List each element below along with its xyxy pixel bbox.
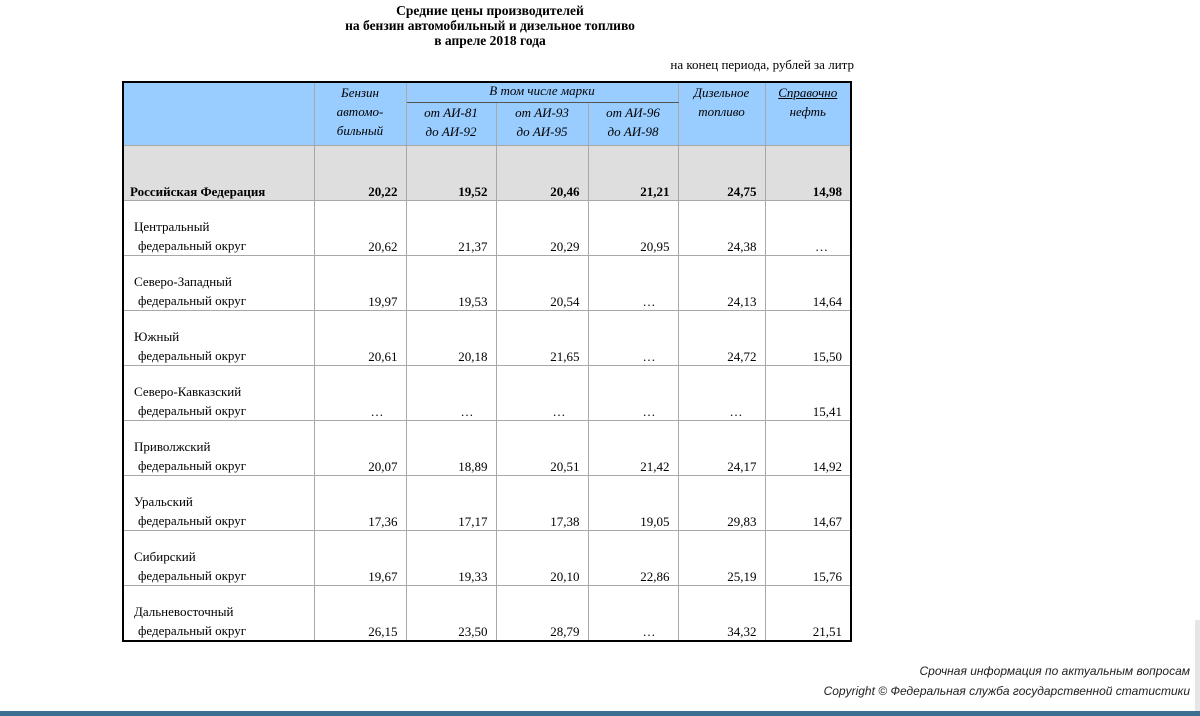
region-name-line-2: федеральный округ [138, 348, 247, 363]
value-ai96-98: 19,05 [588, 476, 678, 531]
value-ai81-92: 18,89 [406, 421, 496, 476]
value-ai96-98: … [588, 586, 678, 642]
value-ai81-92: 20,18 [406, 311, 496, 366]
value-oil: 14,92 [765, 421, 851, 476]
units-note: на конец периода, рублей за литр [670, 57, 854, 72]
value-ai81-92: 17,17 [406, 476, 496, 531]
value-ai93-95: 20,54 [496, 256, 588, 311]
footer-copyright: Copyright © Федеральная служба государственной статистики [823, 684, 1190, 698]
value-ai93-95: 21,65 [496, 311, 588, 366]
value-oil: 21,51 [765, 586, 851, 642]
value-diesel: 29,83 [678, 476, 765, 531]
value-ai93-95: … [496, 366, 588, 421]
value-oil: 15,41 [765, 366, 851, 421]
header-grades-group: В том числе марки [406, 82, 678, 103]
header-diesel-line-1: Дизельное [693, 85, 750, 100]
russia-row [123, 146, 851, 201]
header-grade-ai96-98 [588, 103, 678, 146]
header-row-1 [123, 82, 851, 103]
title-line-3: в апреле 2018 года [434, 33, 546, 48]
value-diesel: … [678, 366, 765, 421]
value-oil: … [765, 201, 851, 256]
value-ai81-92: 21,37 [406, 201, 496, 256]
region-name [123, 421, 314, 476]
header-oil [765, 82, 851, 146]
header-grade-line-2: до АИ-92 [425, 124, 477, 139]
page-title [290, 3, 690, 48]
region-name-line-2: федеральный округ [138, 568, 247, 583]
value-ai81-92: 19,33 [406, 531, 496, 586]
value-ai96-98: … [588, 311, 678, 366]
region-name-line-1: Центральный [134, 219, 210, 234]
region-name-line-2: федеральный округ [138, 623, 247, 638]
value-ai96-98: 20,95 [588, 201, 678, 256]
footer [824, 661, 1190, 701]
value-gasoline: 20,22 [314, 146, 406, 201]
header-diesel-line-2: топливо [698, 104, 745, 119]
region-name-line-1: Дальневосточный [134, 604, 234, 619]
value-ai93-95: 20,29 [496, 201, 588, 256]
value-ai96-98: 21,21 [588, 146, 678, 201]
header-grade-line-1: от АИ-93 [515, 105, 569, 120]
region-name-line-2: федеральный округ [138, 403, 247, 418]
value-gasoline: 20,07 [314, 421, 406, 476]
value-diesel: 34,32 [678, 586, 765, 642]
header-gasoline-line-3: бильный [336, 123, 384, 138]
region-name-line-2: федеральный округ [138, 513, 247, 528]
title-line-2: на бензин автомобильный и дизельное топливо [345, 18, 635, 33]
region-name-line-1: Северо-Кавказский [134, 384, 242, 399]
footer-line-1: Срочная информация по актуальным вопросам [919, 664, 1190, 678]
header-region-cell [123, 82, 314, 146]
header-gasoline [314, 82, 406, 146]
value-ai81-92: 19,52 [406, 146, 496, 201]
region-name-line-1: Сибирский [134, 549, 196, 564]
value-oil: 14,67 [765, 476, 851, 531]
region-name [123, 256, 314, 311]
region-name-line-1: Уральский [134, 494, 193, 509]
header-oil-line-2: нефть [789, 104, 826, 119]
value-oil: 15,76 [765, 531, 851, 586]
value-ai96-98: … [588, 256, 678, 311]
value-diesel: 24,13 [678, 256, 765, 311]
value-diesel: 24,17 [678, 421, 765, 476]
table-row [123, 366, 851, 421]
region-name [123, 586, 314, 642]
region-name [123, 201, 314, 256]
region-name [123, 476, 314, 531]
value-diesel: 25,19 [678, 531, 765, 586]
header-grade-ai93-95 [496, 103, 588, 146]
value-ai96-98: 21,42 [588, 421, 678, 476]
value-oil: 14,98 [765, 146, 851, 201]
value-ai93-95: 20,51 [496, 421, 588, 476]
value-diesel: 24,38 [678, 201, 765, 256]
header-grade-line-1: от АИ-81 [424, 105, 478, 120]
title-line-1: Средние цены производителей [396, 3, 584, 18]
value-ai93-95: 20,10 [496, 531, 588, 586]
window-edge [1195, 620, 1200, 711]
region-name: Российская Федерация [123, 146, 314, 201]
value-oil: 14,64 [765, 256, 851, 311]
region-name-line-2: федеральный округ [138, 293, 247, 308]
value-gasoline: 19,97 [314, 256, 406, 311]
prices-table [122, 81, 852, 642]
value-oil: 15,50 [765, 311, 851, 366]
value-ai81-92: … [406, 366, 496, 421]
table-row [123, 201, 851, 256]
value-ai93-95: 17,38 [496, 476, 588, 531]
value-ai81-92: 23,50 [406, 586, 496, 642]
value-ai81-92: 19,53 [406, 256, 496, 311]
header-gasoline-line-2: автомо- [336, 104, 384, 119]
table-row [123, 531, 851, 586]
value-gasoline: 26,15 [314, 586, 406, 642]
value-gasoline: 19,67 [314, 531, 406, 586]
header-grade-line-2: до АИ-95 [516, 124, 568, 139]
value-gasoline: 20,61 [314, 311, 406, 366]
table-row [123, 421, 851, 476]
table-row [123, 256, 851, 311]
value-diesel: 24,75 [678, 146, 765, 201]
header-grade-ai81-92 [406, 103, 496, 146]
header-diesel [678, 82, 765, 146]
value-diesel: 24,72 [678, 311, 765, 366]
value-ai93-95: 20,46 [496, 146, 588, 201]
value-gasoline: 17,36 [314, 476, 406, 531]
bottom-bar [0, 711, 1200, 716]
region-name-line-1: Южный [134, 329, 180, 344]
header-grade-line-2: до АИ-98 [607, 124, 659, 139]
value-ai93-95: 28,79 [496, 586, 588, 642]
table-row [123, 586, 851, 642]
value-gasoline: … [314, 366, 406, 421]
region-name-line-2: федеральный округ [138, 238, 247, 253]
region-name [123, 366, 314, 421]
value-ai96-98: 22,86 [588, 531, 678, 586]
header-grade-line-1: от АИ-96 [606, 105, 660, 120]
header-oil-line-1[interactable]: Справочно [778, 85, 838, 100]
table-row [123, 476, 851, 531]
region-name [123, 531, 314, 586]
region-name-line-1: Приволжский [134, 439, 211, 454]
value-gasoline: 20,62 [314, 201, 406, 256]
value-ai96-98: … [588, 366, 678, 421]
region-name-line-2: федеральный округ [138, 458, 247, 473]
region-name [123, 311, 314, 366]
table-row [123, 311, 851, 366]
region-name-line-1: Северо-Западный [134, 274, 232, 289]
header-gasoline-line-1: Бензин [341, 85, 379, 100]
